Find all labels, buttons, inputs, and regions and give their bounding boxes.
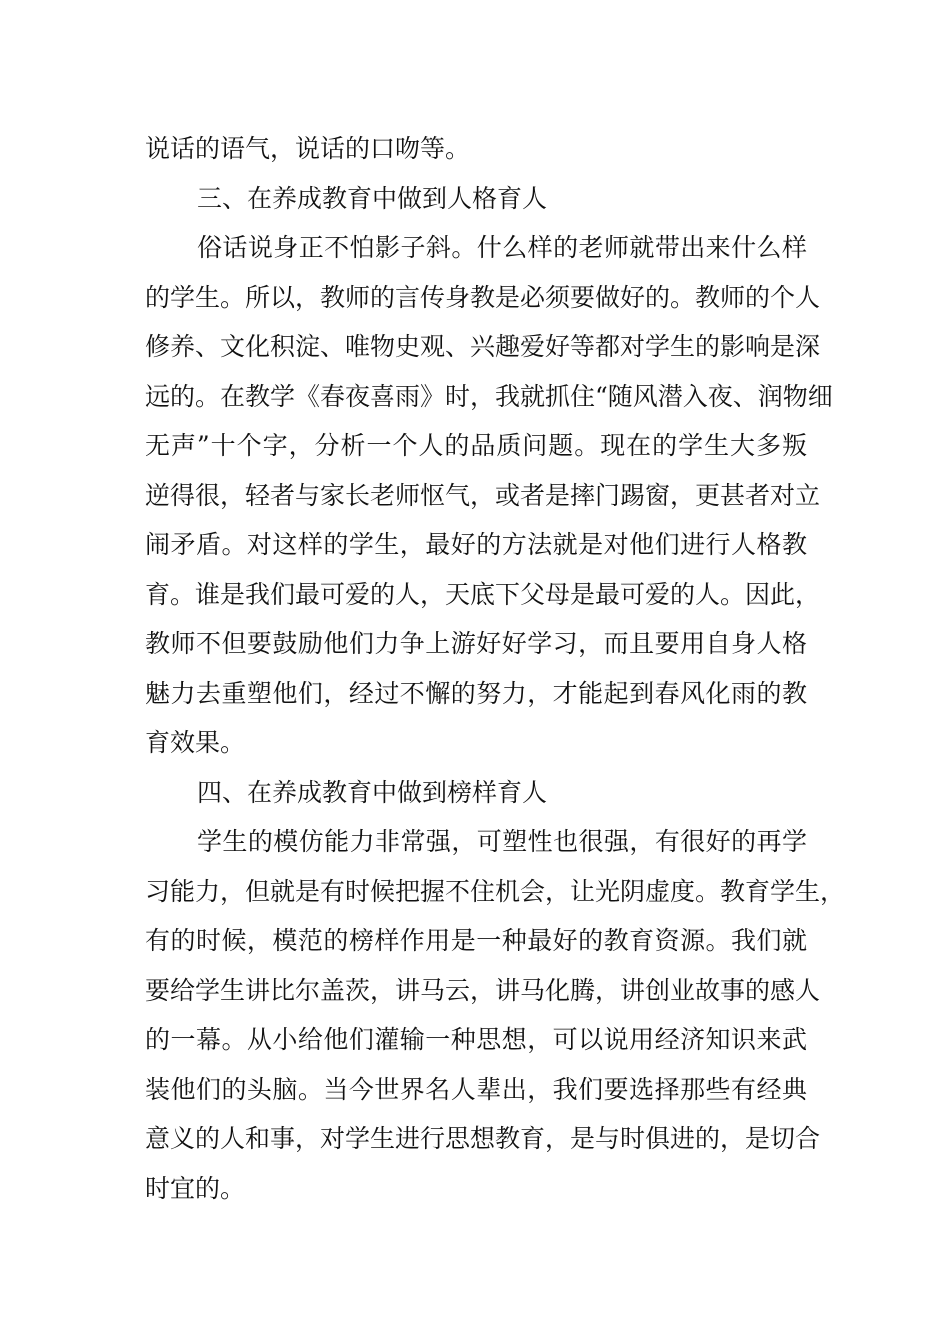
- text-line: 要给学生讲比尔盖茨，讲马云，讲马化腾，讲创业故事的感人: [145, 975, 821, 1005]
- text-line: 意义的人和事，对学生进行思想教育，是与时俱进的，是切合: [145, 1124, 821, 1153]
- text-line: 无声”十个字，分析一个人的品质问题。现在的学生大多叛: [145, 431, 807, 460]
- text-line: 俗话说身正不怕影子斜。什么样的老师就带出来什么样: [197, 233, 807, 262]
- text-line: 逆得很，轻者与家长老师怄气，或者是摔门踢窗，更甚者对立: [145, 480, 821, 510]
- text-line: 装他们的头脑。当今世界名人辈出，我们要选择那些有经典: [145, 1074, 807, 1104]
- text-line: 四、在养成教育中做到榜样育人: [197, 777, 548, 807]
- text-line: 习能力，但就是有时候把握不住机会，让光阴虚度。教育学生，: [145, 876, 846, 906]
- text-line: 修养、文化积淀、唯物史观、兴趣爱好等都对学生的影响是深: [145, 332, 821, 361]
- text-line: 育效果。: [145, 728, 246, 757]
- document-body: [145, 124, 846, 1213]
- text-line: 的学生。所以，教师的言传身教是必须要做好的。教师的个人: [145, 282, 821, 312]
- text-line: 闹矛盾。对这样的学生，最好的方法就是对他们进行人格教: [145, 530, 807, 559]
- text-line: 远的。在教学《春夜喜雨》时，我就抓住“随风潜入夜、润物细: [145, 381, 833, 411]
- text-line: 三、在养成教育中做到人格育人: [197, 183, 548, 213]
- text-line: 魅力去重塑他们，经过不懈的努力，才能起到春风化雨的教: [145, 678, 807, 708]
- text-line: 时宜的。: [145, 1173, 246, 1203]
- text-line: 育。谁是我们最可爱的人，天底下父母是最可爱的人。因此，: [145, 579, 821, 609]
- text-line: 教师不但要鼓励他们力争上游好好学习，而且要用自身人格: [145, 629, 807, 658]
- text-line: 学生的模仿能力非常强，可塑性也很强，有很好的再学: [197, 827, 807, 856]
- text-line: 有的时候，模范的榜样作用是一种最好的教育资源。我们就: [145, 926, 807, 955]
- text-line: 的一幕。从小给他们灌输一种思想，可以说用经济知识来武: [145, 1025, 807, 1054]
- text-line: 说话的语气，说话的口吻等。: [145, 134, 471, 163]
